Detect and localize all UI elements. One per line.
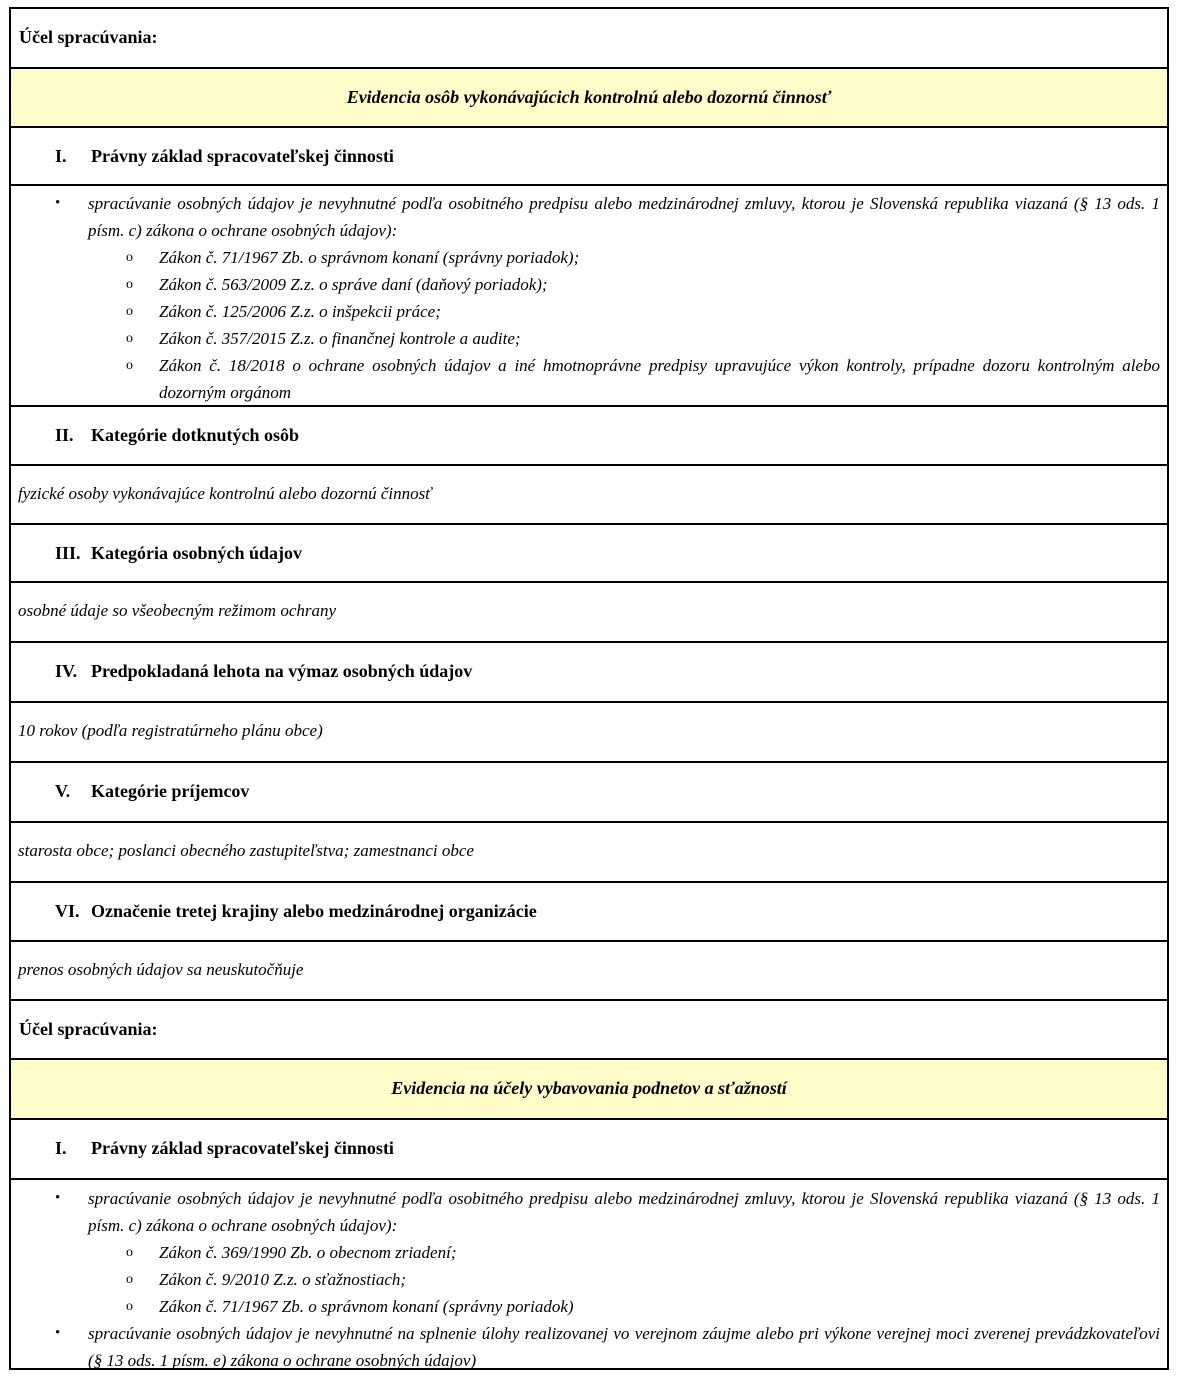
circle-bullet-icon: o	[126, 331, 133, 346]
law-text: Zákon č. 18/2018 o ochrane osobných údajov a iné hmotnoprávne predpisy upravujúce výkon kontroly, prípadne dozoru kontrolným alebo dozorným orgánom	[159, 356, 1160, 402]
section-title: Predpokladaná lehota na výmaz osobných údajov	[91, 661, 473, 681]
bullet-text: spracúvanie osobných údajov je nevyhnutné podľa osobitného predpisu alebo medzinárodnej zmluvy, ktorou je Slovenská republika viazaná (§ 13 ods. 1 písm. c) zákona o ochrane osobných údajov):	[88, 1189, 1160, 1235]
section-title: Kategórie príjemcov	[91, 781, 250, 801]
section-number: I.	[55, 146, 67, 166]
section-heading	[55, 661, 472, 682]
law-item	[126, 325, 1160, 352]
recipients-content	[11, 821, 1167, 883]
law-text: Zákon č. 357/2015 Z.z. o finančnej kontrole a audite;	[159, 329, 521, 348]
purpose-title: Evidencia na účely vybavovania podnetov a sťažností	[391, 1078, 787, 1098]
section-heading	[55, 425, 299, 446]
section-heading	[55, 146, 394, 167]
law-text: Zákon č. 563/2009 Z.z. o správe daní (daňový poriadok);	[159, 275, 548, 294]
purpose-title: Evidencia osôb vykonávajúcich kontrolnú alebo dozornú činnosť	[346, 87, 832, 107]
section-text: fyzické osoby vykonávajúce kontrolnú alebo dozornú činnosť	[18, 484, 432, 503]
section-row-retention	[11, 641, 1167, 703]
records-table	[9, 7, 1169, 1370]
section-title: Právny základ spracovateľskej činnosti	[91, 1138, 394, 1158]
section-row-third-country	[11, 881, 1167, 942]
purpose-label: Účel spracúvania:	[19, 1019, 158, 1039]
bullet-item	[11, 1185, 1167, 1320]
circle-bullet-icon: o	[126, 1299, 133, 1314]
law-item	[126, 1293, 1160, 1320]
purpose-title-row	[11, 1058, 1167, 1120]
section-heading	[55, 1138, 394, 1159]
section-text: prenos osobných údajov sa neuskutočňuje	[18, 960, 304, 979]
section-text: starosta obce; poslanci obecného zastupiteľstva; zamestnanci obce	[18, 841, 474, 860]
section-row-legal-basis	[11, 1118, 1167, 1180]
purpose-row	[11, 9, 1167, 69]
law-text: Zákon č. 71/1967 Zb. o správnom konaní (správny poriadok);	[159, 248, 580, 267]
purpose-label: Účel spracúvania:	[19, 27, 158, 47]
law-item	[126, 298, 1160, 325]
law-item	[126, 271, 1160, 298]
section-number: IV.	[55, 661, 78, 681]
section-heading	[55, 901, 537, 922]
bullet-item	[11, 1320, 1167, 1374]
section-number: I.	[55, 1138, 67, 1158]
section-row-recipients	[11, 761, 1167, 823]
section-title: Označenie tretej krajiny alebo medzinárodnej organizácie	[91, 901, 537, 921]
section-number: II.	[55, 425, 74, 445]
law-text: Zákon č. 71/1967 Zb. o správnom konaní (správny poriadok)	[159, 1297, 574, 1316]
law-item	[126, 352, 1160, 406]
circle-bullet-icon: o	[126, 1272, 133, 1287]
bullet-icon: •	[55, 1190, 61, 1206]
section-title: Kategória osobných údajov	[91, 543, 303, 563]
section-title: Kategórie dotknutých osôb	[91, 425, 300, 445]
section-text: osobné údaje so všeobecným režimom ochrany	[18, 601, 337, 620]
bullet-text: spracúvanie osobných údajov je nevyhnutné na splnenie úlohy realizovanej vo verejnom záujme alebo pri výkone verejnej moci zverenej prevádzkovateľovi (§ 13 ods. 1 písm. e) zákona o ochrane osobných údajov)	[88, 1324, 1160, 1370]
bullet-item	[11, 190, 1167, 406]
legal-basis-content	[11, 1178, 1167, 1368]
section-text: 10 rokov (podľa registratúrneho plánu obce)	[18, 721, 323, 740]
section-heading	[55, 781, 249, 802]
purpose-title-row	[11, 67, 1167, 128]
law-text: Zákon č. 9/2010 Z.z. o sťažnostiach;	[159, 1270, 407, 1289]
section-number: VI.	[55, 901, 80, 921]
section-row-data-subjects	[11, 405, 1167, 466]
section-row-data-category	[11, 523, 1167, 583]
data-category-content	[11, 581, 1167, 643]
third-country-content	[11, 940, 1167, 1001]
circle-bullet-icon: o	[126, 358, 133, 373]
law-text: Zákon č. 369/1990 Zb. o obecnom zriadení;	[159, 1243, 457, 1262]
bullet-icon: •	[55, 1325, 61, 1341]
section-title: Právny základ spracovateľskej činnosti	[91, 146, 394, 166]
law-text: Zákon č. 125/2006 Z.z. o inšpekcii práce;	[159, 302, 441, 321]
purpose-row	[11, 999, 1167, 1060]
law-item	[126, 1239, 1160, 1266]
circle-bullet-icon: o	[126, 304, 133, 319]
section-row-legal-basis	[11, 126, 1167, 186]
section-number: III.	[55, 543, 81, 563]
retention-content	[11, 701, 1167, 763]
section-number: V.	[55, 781, 71, 801]
circle-bullet-icon: o	[126, 250, 133, 265]
section-heading	[55, 543, 302, 564]
bullet-text: spracúvanie osobných údajov je nevyhnutné podľa osobitného predpisu alebo medzinárodnej zmluvy, ktorou je Slovenská republika viazaná (§ 13 ods. 1 písm. c) zákona o ochrane osobných údajov):	[88, 194, 1160, 240]
bullet-icon: •	[55, 195, 61, 211]
circle-bullet-icon: o	[126, 277, 133, 292]
legal-basis-content	[11, 184, 1167, 407]
data-subjects-content	[11, 464, 1167, 525]
circle-bullet-icon: o	[126, 1245, 133, 1260]
law-item	[126, 1266, 1160, 1293]
law-item	[126, 244, 1160, 271]
